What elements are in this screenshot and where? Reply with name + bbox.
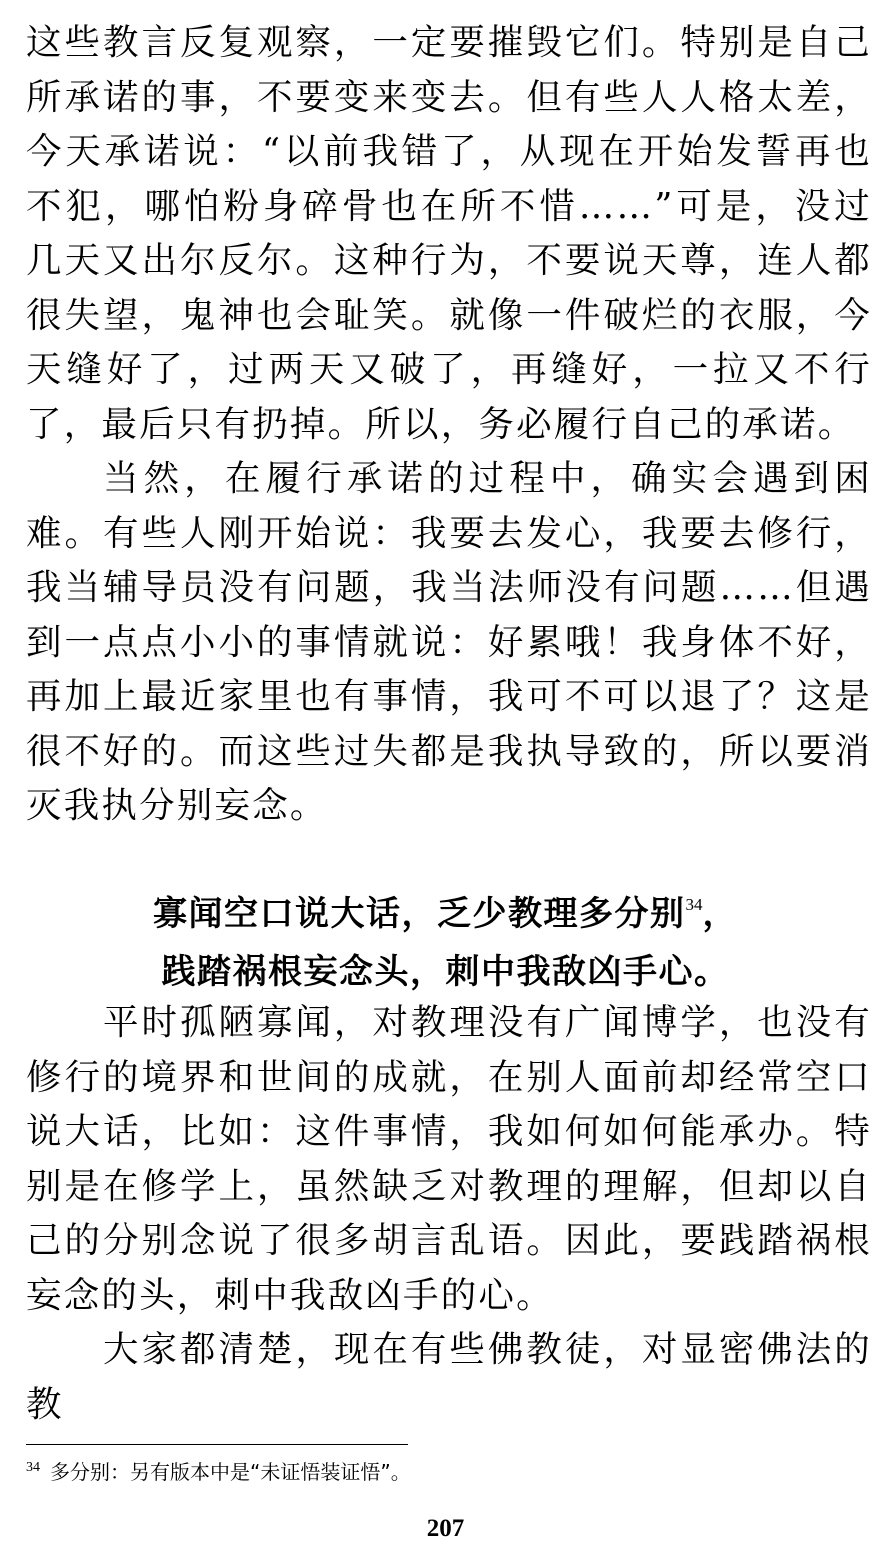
footnote-divider (26, 1444, 408, 1445)
verse-line-2: 践踏祸根妄念头，刺中我敌凶手心。 (161, 952, 730, 992)
verse-line-1 (0, 885, 891, 943)
paragraph-difficulties-in-promises: 当然，在履行承诺的过程中，确实会遇到困难。有些人刚开始说：我要去发心，我要去修行，我当辅导员没有问题，我当法师没有问题……但遇到一点点小小的事情就说：好累哦！我身体不好，再加上最近家里也有事情，我可不可以退了？这是很不好的。而这些过失都是我执导致的，所以要消灭我执分别妄念。 (26, 458, 872, 826)
paragraph-empty-talk: 平时孤陋寡闻，对教理没有广闻博学，也没有修行的境界和世间的成就，在别人面前却经常空口说大话，比如：这件事情，我如何如何能承办。特别是在修学上，虽然缺乏对教理的理解，但却以自己的分别念说了很多胡言乱语。因此，要践踏祸根妄念的头，刺中我敌凶手的心。 (26, 1002, 872, 1316)
page-number: 207 (426, 1515, 465, 1542)
verse-line-1-punct: ， (702, 894, 738, 934)
footnote-text: 多分别：另有版本中是“未证悟装证悟”。 (50, 1460, 411, 1484)
footnote (26, 1457, 411, 1487)
paragraph-continuation: 大家都清楚，现在有些佛教徒，对显密佛法的教 (26, 1329, 872, 1425)
verse-line-1-text: 寡闻空口说大话，乏少教理多分别 (153, 894, 686, 934)
footnote-reference: 34 (685, 895, 703, 914)
paragraph-keep-promises: 这些教言反复观察，一定要摧毁它们。特别是自己所承诺的事，不要变来变去。但有些人人格太差，今天承诺说：“以前我错了，从现在开始发誓再也不犯，哪怕粉身碎骨也在所不惜……”可是，没过几天又出尔反尔。这种行为，不要说天尊，连人都很失望，鬼神也会耻笑。就像一件破烂的衣服，今天缝好了，过两天又破了，再缝好，一拉又不行了，最后只有扔掉。所以，务必履行自己的承诺。 (26, 22, 872, 445)
footnote-number: 34 (26, 1460, 40, 1475)
